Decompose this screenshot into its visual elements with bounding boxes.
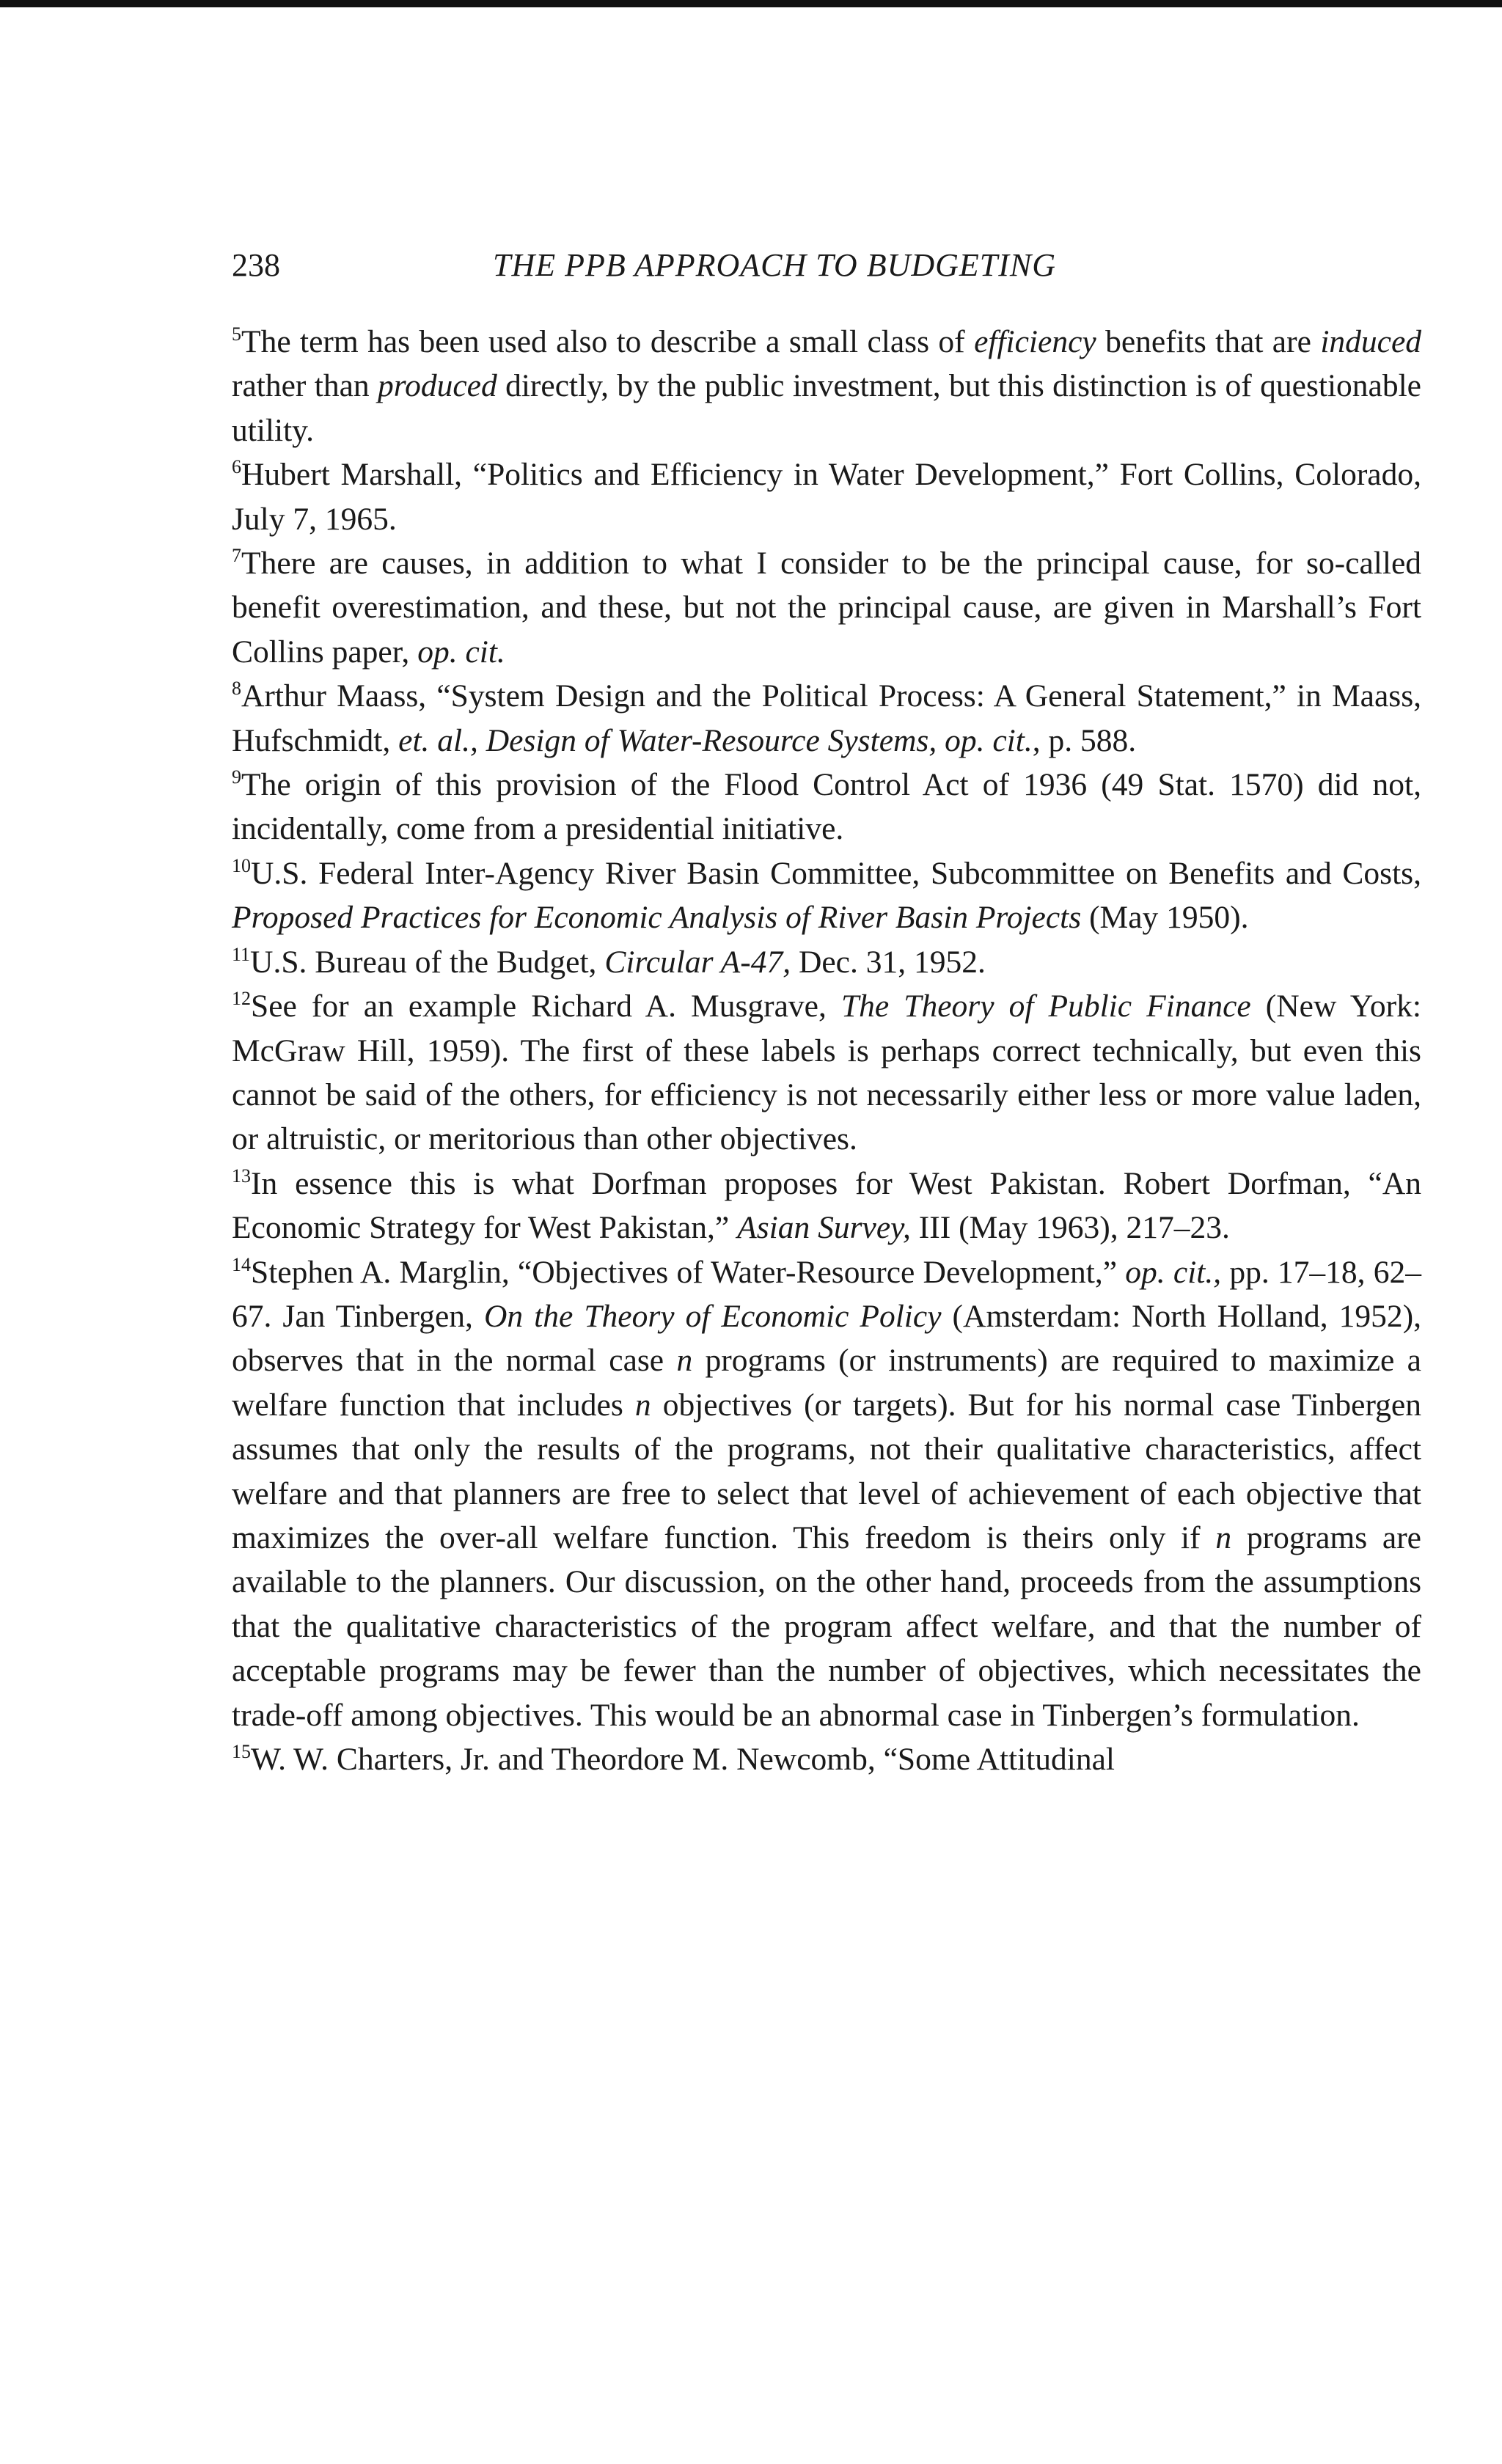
footnote-7: $^7$There are causes, in addition to what I consider to be the principal cause, for so-called benefit overestimation, and these, but not the principal cause, are given in Marshall’s Fort Collins paper, op. cit.	[232, 545, 1421, 670]
running-title: THE PPB APPROACH TO BUDGETING	[493, 247, 1057, 283]
footnote-6: $^6$Hubert Marshall, “Politics and Efficiency in Water Development,” Fort Collins, Colorado, July 7, 1965.	[232, 456, 1421, 537]
footnotes	[232, 320, 1421, 1781]
footnote-5: $^5$The term has been used also to describe a small class of efficiency benefits that are induced rather than produced directly, by the public investment, but this distinction is of questionable utility.	[232, 323, 1422, 448]
page-number: 238	[232, 247, 280, 283]
footnote-10: $^{10}$U.S. Federal Inter-Agency River Basin Committee, Subcommittee on Benefits and Costs, Proposed Practices for Economic Analysis of River Basin Projects (May 1950).	[232, 854, 1421, 936]
footnote-number: 7	[232, 545, 241, 567]
footnote-12: $^{12}$See for an example Richard A. Musgrave, The Theory of Public Finance (New York: McGraw Hill, 1959). The first of these labels is perhaps correct technically, but even this cannot be said of the others, for efficiency is not necessarily either less or more value laden, or altruistic, or meritorious than other objectives.	[232, 988, 1421, 1157]
footnote-number: 5	[232, 323, 241, 345]
footnote-number: 12	[232, 988, 251, 1010]
footnote-14: $^{14}$Stephen A. Marglin, “Objectives of Water-Resource Development,” op. cit., pp. 17–18, 62–67. Jan Tinbergen, On the Theory of Economic Policy (Amsterdam: North Holland, 1952), observes that in the normal case n programs (or instruments) are required to maximize a welfare function that includes n objectives (or targets). But for his normal case Tinbergen assumes that only the results of the programs, not their qualitative characteristics, affect welfare and that planners are free to select that level of achievement of each objective that maximizes the over-all welfare function. This freedom is theirs only if n programs are available to the planners. Our discussion, on the other hand, proceeds from the assumptions that the qualitative characteristics of the program affect welfare, and that the number of acceptable programs may be fewer than the number of objectives, which necessitates the trade-off among objectives. This would be an abnormal case in Tinbergen’s formulation.	[232, 1253, 1422, 1733]
footnote-13: $^{13}$In essence this is what Dorfman proposes for West Pakistan. Robert Dorfman, “An Economic Strategy for West Pakistan,” Asian Survey, III (May 1963), 217–23.	[232, 1165, 1421, 1246]
footnote-number: 14	[232, 1253, 251, 1275]
footnote-number: 6	[232, 456, 241, 478]
footnote-11: $^{11}$U.S. Bureau of the Budget, Circular A-47, Dec. 31, 1952.	[232, 943, 986, 980]
running-head	[232, 243, 1420, 287]
footnote-number: 8	[232, 678, 241, 700]
footnote-8: $^8$Arthur Maass, “System Design and the Political Process: A General Statement,” in Maass, Hufschmidt, et. al., Design of Water-Resource Systems, op. cit., p. 588.	[232, 678, 1421, 758]
footnote-number: 10	[232, 854, 251, 876]
footnote-number: 15	[232, 1741, 251, 1762]
top-edge-rule	[0, 0, 1502, 7]
footnote-9: $^9$The origin of this provision of the Flood Control Act of 1936 (49 Stat. 1570) did not, incidentally, come from a presidential initiative.	[232, 766, 1421, 847]
footnote-number: 11	[232, 943, 251, 965]
footnote-number: 13	[232, 1165, 251, 1187]
footnote-15: $^{15}$W. W. Charters, Jr. and Theordore M. Newcomb, “Some Attitudinal	[232, 1741, 1115, 1777]
footnote-number: 9	[232, 766, 241, 788]
